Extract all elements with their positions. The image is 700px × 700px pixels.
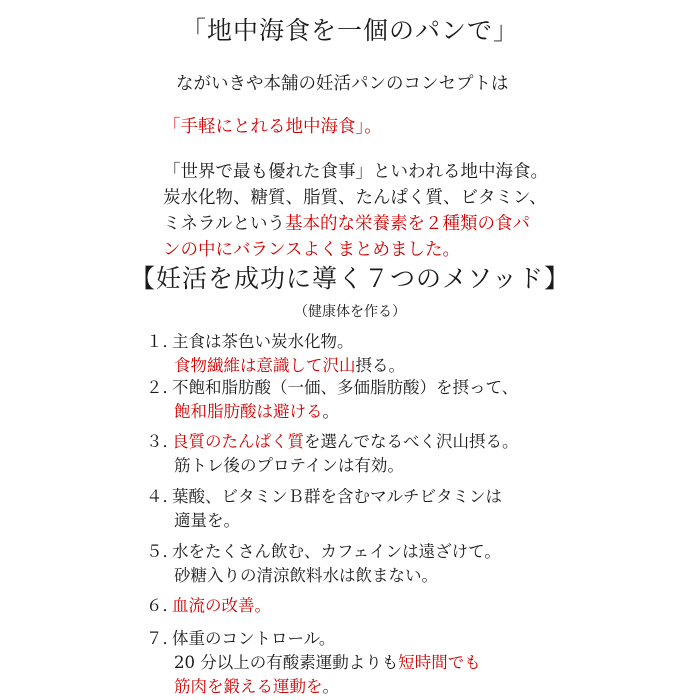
method-highlight: 短時間でも (398, 653, 481, 672)
section-subheading: （健康体を作る） (294, 304, 406, 320)
method-text: 摂る。 (355, 356, 405, 375)
method-text: 。 (322, 402, 339, 421)
method-text: 20 分以上の有酸素運動よりも (174, 653, 399, 672)
method-line: 砂糖入りの清涼飲料水は飲まない。 (174, 566, 438, 585)
intro-line-3: 「世界で最も優れた食事」といわれる地中海食。 (163, 162, 548, 182)
method-line: 適量を。 (174, 511, 240, 530)
method-line (174, 354, 405, 378)
intro-line-4: 炭水化物、糖質、脂質、たんぱく質、ビタミン、 (163, 188, 547, 208)
method-line (174, 651, 481, 675)
method-highlight: 筋肉を鍛える運動を (174, 677, 323, 696)
intro-line-2: 「手軽にとれる地中海食」。 (163, 117, 382, 137)
method-number: ４． (146, 487, 179, 506)
method-highlight: 食物繊維は意識して沢山 (174, 356, 356, 375)
method-line (174, 400, 339, 424)
section-heading: 【妊活を成功に導く７つのメソッド】 (129, 264, 570, 293)
method-text: 。 (322, 677, 339, 696)
method-line: 筋トレ後のプロテインは有効。 (174, 456, 404, 475)
intro-line-6: ンの中にバランスよくまとめました。 (163, 240, 460, 260)
method-line (172, 430, 519, 454)
method-line: 水をたくさん飲む、カフェインは遠ざけて。 (172, 542, 501, 561)
method-text: を選んでなるべく沢山摂る。 (304, 432, 519, 451)
method-number: １． (146, 332, 179, 351)
method-number: ３． (146, 432, 179, 451)
intro-line-5-plain: ミネラルという (163, 214, 285, 234)
intro-line-5-red: 基本的な栄養素を２種類の食パ (284, 214, 530, 234)
method-line: 血流の改善。 (172, 596, 271, 615)
method-line: 体重のコントロール。 (172, 629, 336, 648)
method-line: 主食は茶色い炭水化物。 (172, 332, 354, 351)
method-number: ５． (146, 542, 179, 561)
intro-line-5 (163, 211, 530, 237)
method-line: 不飽和脂肪酸（一価、多価脂肪酸）を摂って、 (172, 378, 519, 397)
method-number: ２． (146, 378, 179, 397)
method-number: ７． (146, 629, 179, 648)
page-title: 「地中海食を一個のパンで」 (180, 16, 519, 45)
method-highlight: 飽和脂肪酸は避ける (174, 402, 323, 421)
method-line: 葉酸、ビタミンＢ群を含むマルチビタミンは (172, 487, 502, 506)
intro-line-1: ながいきや本舗の妊活パンのコンセプトは (176, 74, 509, 94)
method-number: ６． (146, 596, 179, 615)
method-highlight: 良質のたんぱく質 (172, 432, 304, 451)
method-line (174, 675, 339, 699)
